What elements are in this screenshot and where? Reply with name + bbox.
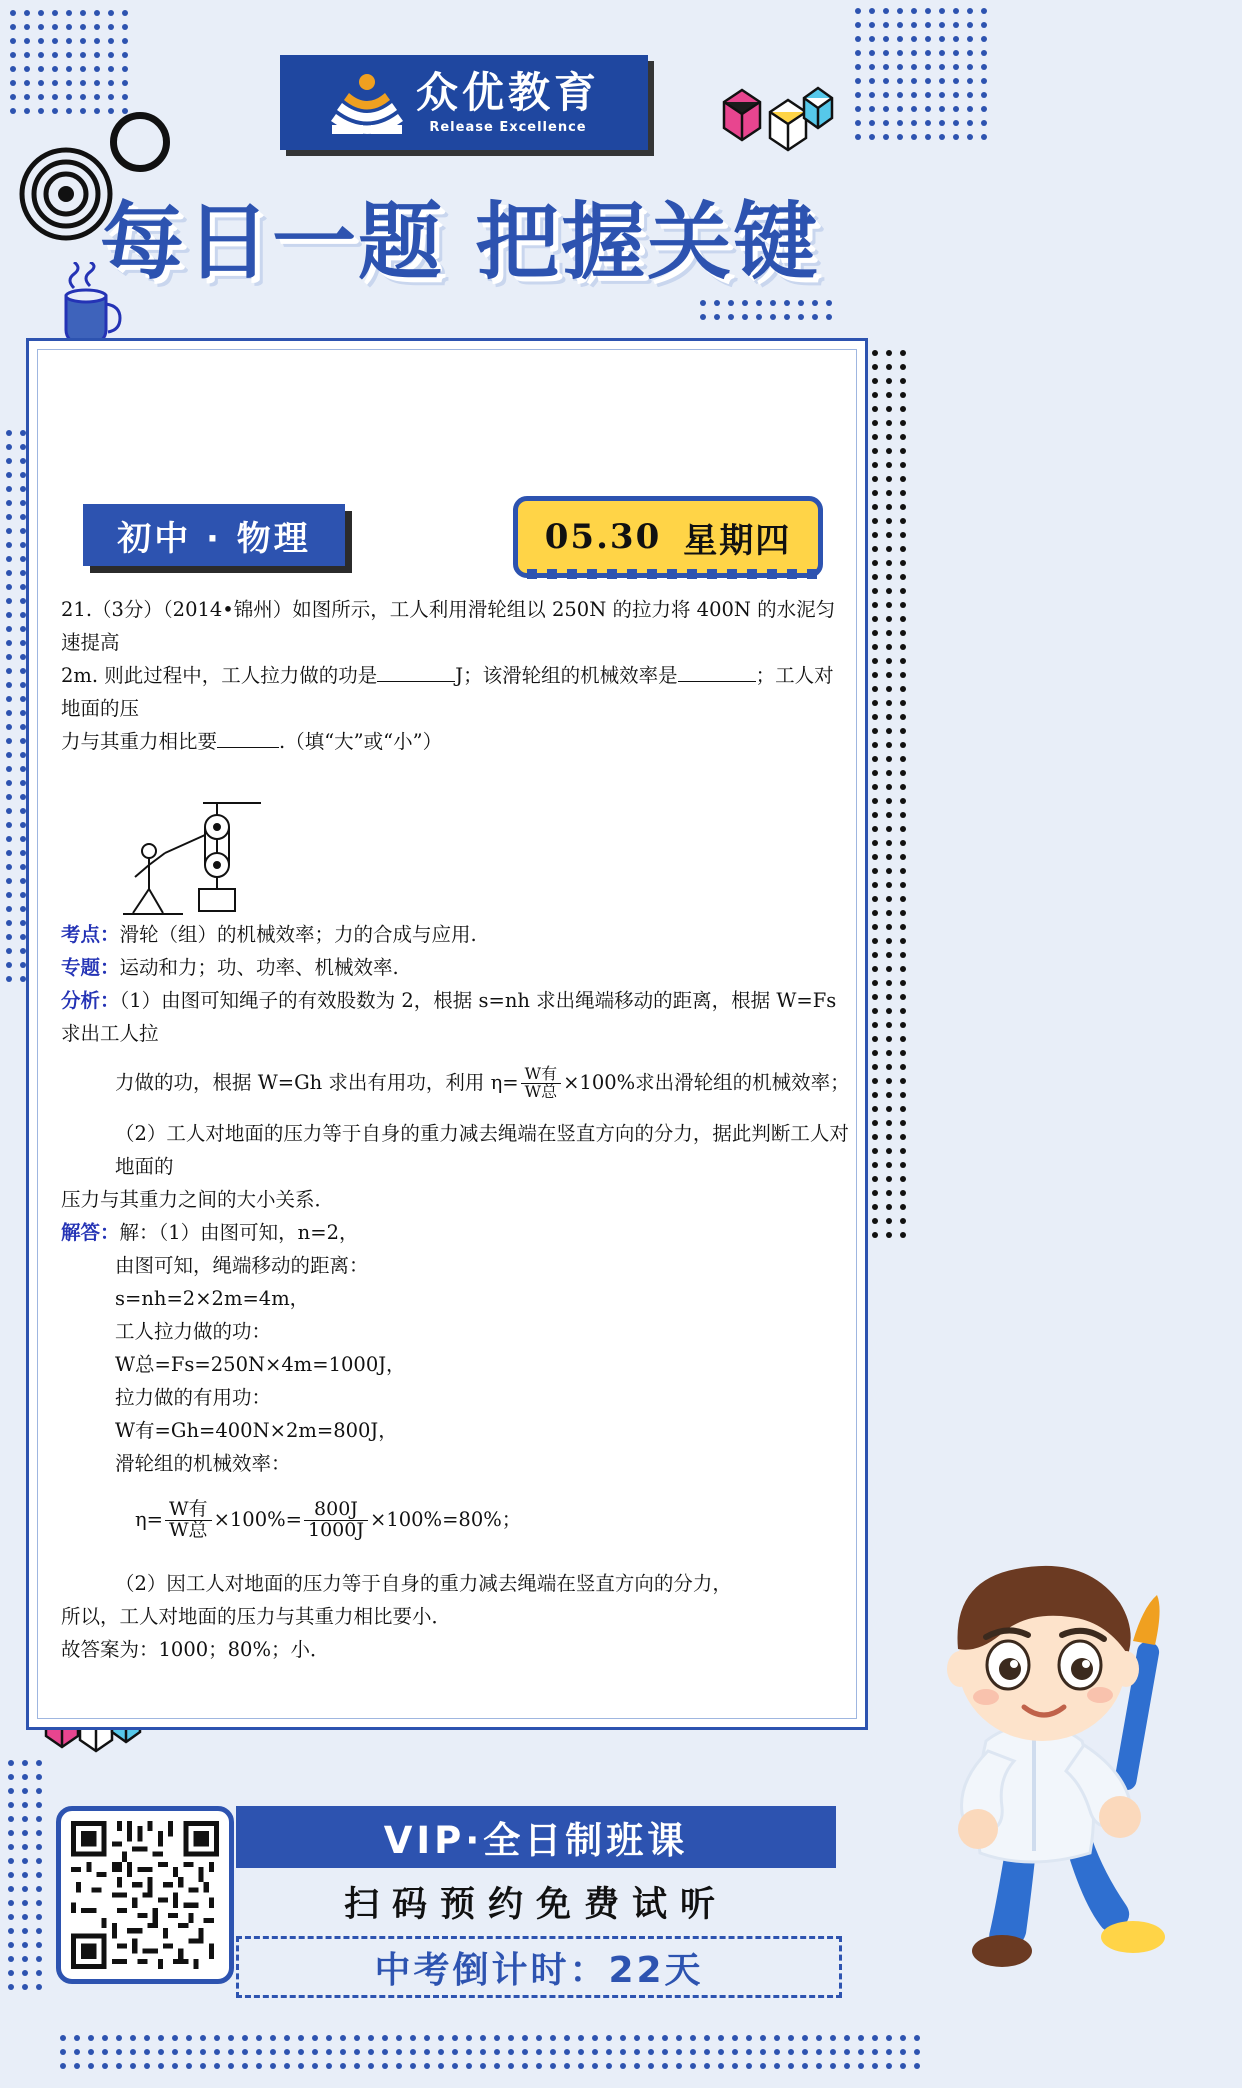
fraction-denominator: 1000J <box>304 1520 368 1541</box>
content-card <box>26 338 868 1730</box>
fraction-denominator: W总 <box>521 1083 561 1101</box>
zhuanti-text: 运动和力；功、功率、机械效率. <box>119 956 399 979</box>
fenxi-text-1: （1）由图可知绳子的有效股数为 2，根据 s=nh 求出绳端移动的距离，根据 W=Fs 求出工人拉 <box>61 989 837 1045</box>
solution-line-1: 由图可知，绳端移动的距离： <box>115 1253 369 1277</box>
radiating-book-icon <box>328 69 406 137</box>
question-line-3 <box>61 725 851 758</box>
brand-tagline: Release Excellence <box>429 119 587 135</box>
solution-line-0 <box>61 1216 851 1249</box>
fraction-denominator: W总 <box>165 1520 212 1541</box>
eta-symbol: η= <box>135 1507 164 1531</box>
fenxi-label: 分析： <box>61 989 120 1012</box>
date-badge <box>513 496 823 578</box>
page-title: 每日一题 把握关键 <box>100 193 820 291</box>
kaodian-label: 考点： <box>61 923 120 946</box>
solution-line-3: 工人拉力做的功： <box>115 1319 272 1343</box>
efficiency-formula-fraction <box>521 1066 561 1101</box>
answer-blank-2 <box>678 681 756 682</box>
fenxi-text-4: 压力与其重力之间的大小关系． <box>61 1187 335 1211</box>
question-line-3a: 力与其重力相比要 <box>61 730 218 753</box>
solution-label: 解答： <box>61 1220 120 1244</box>
solution-line-2: s=nh=2×2m=4m， <box>115 1286 310 1310</box>
solution-line-5: 拉力做的有用功： <box>115 1385 272 1409</box>
fraction-numerator: 800J <box>314 1497 358 1520</box>
countdown-label: 中考倒计时： <box>374 1949 609 1991</box>
final-answer-line: 故答案为：1000；80%；小． <box>61 1637 330 1661</box>
fraction-numerator: W有 <box>524 1064 558 1084</box>
solution-text-0: 解：（1）由图可知，n=2， <box>119 1220 359 1244</box>
answer-blank-1 <box>377 681 455 682</box>
question-line-3b: .（填“大”或“小”） <box>279 730 443 753</box>
answer-blank-3 <box>217 747 279 748</box>
conclusion-line-2: 所以，工人对地面的压力与其重力相比要小． <box>61 1604 452 1628</box>
zhuanti-label: 专题： <box>61 956 120 979</box>
weekday-value: 星期四 <box>683 520 792 561</box>
fenxi-text-2b: ×100%求出滑轮组的机械效率； <box>563 1071 850 1094</box>
question-line-1: 21.（3分）（2014•锦州）如图所示，工人利用滑轮组以 250N 的拉力将 400N 的水泥匀速提高 <box>61 598 836 654</box>
subject-badge: 初中 · 物理 <box>83 504 345 566</box>
qr-code[interactable] <box>56 1806 234 1984</box>
zhuanti-line <box>61 951 851 984</box>
question-line-2 <box>61 659 851 725</box>
efficiency-fraction-right <box>304 1497 368 1541</box>
brand-name: 众优教育 <box>415 67 600 117</box>
efficiency-tail: ×100%=80%； <box>369 1507 522 1531</box>
solution-line-7: 滑轮组的机械效率： <box>115 1451 291 1475</box>
dot-field-bottom <box>60 2035 920 2079</box>
fenxi-text-2a: 力做的功，根据 W=Gh 求出有用功，利用 η= <box>115 1071 519 1094</box>
dot-field-top-left <box>10 10 130 120</box>
fenxi-line-2 <box>61 1066 851 1101</box>
worker-pulley-diagram <box>121 801 341 936</box>
countdown-value: 22天 <box>608 1949 704 1991</box>
kaodian-text: 滑轮（组）的机械效率；力的合成与应用. <box>119 923 477 946</box>
conclusion-line-1: （2）因工人对地面的压力等于自身的重力减去绳端在竖直方向的分力， <box>115 1571 732 1595</box>
dot-field-title-underline <box>700 300 830 330</box>
fenxi-text-3: （2）工人对地面的压力等于自身的重力减去绳端在竖直方向的分力，据此判断工人对地面的 <box>115 1121 849 1178</box>
solution-line-4: W总=Fs=250N×4m=1000J， <box>115 1352 406 1376</box>
brand-logo-banner <box>280 55 648 150</box>
fenxi-line-4 <box>61 1183 851 1216</box>
question-line-2a: 2m. 则此过程中，工人拉力做的功是 <box>61 664 378 687</box>
cube-group-top <box>718 78 838 158</box>
question-line-2b: J；该滑轮组的机械效率是 <box>455 664 678 687</box>
mascot-illustration <box>890 1545 1220 1975</box>
question-line-2c: ；工人对地面的压 <box>61 664 834 720</box>
fenxi-line-1 <box>61 984 851 1050</box>
scan-prompt: 扫码预约免费试听 <box>343 1885 728 1925</box>
efficiency-mid: ×100%= <box>213 1507 302 1531</box>
solution-line-6: W有=Gh=400N×2m=800J， <box>115 1418 398 1442</box>
question-body <box>61 593 851 1666</box>
dot-field-bottom-left <box>8 1760 42 1990</box>
efficiency-equation <box>61 1497 851 1541</box>
circle-outline-icon <box>110 112 170 172</box>
date-value: 05.30 <box>544 517 662 557</box>
efficiency-fraction-left <box>165 1497 212 1541</box>
vip-title: VIP·全日制班课 <box>236 1806 836 1868</box>
fenxi-line-3 <box>61 1117 851 1183</box>
date-badge-ticks <box>527 569 819 579</box>
countdown-banner <box>236 1936 842 1998</box>
fraction-numerator: W有 <box>169 1497 208 1520</box>
footer-cta <box>40 1800 840 2015</box>
dot-field-top-right <box>855 8 985 138</box>
dot-field-right-mid <box>872 350 906 1250</box>
